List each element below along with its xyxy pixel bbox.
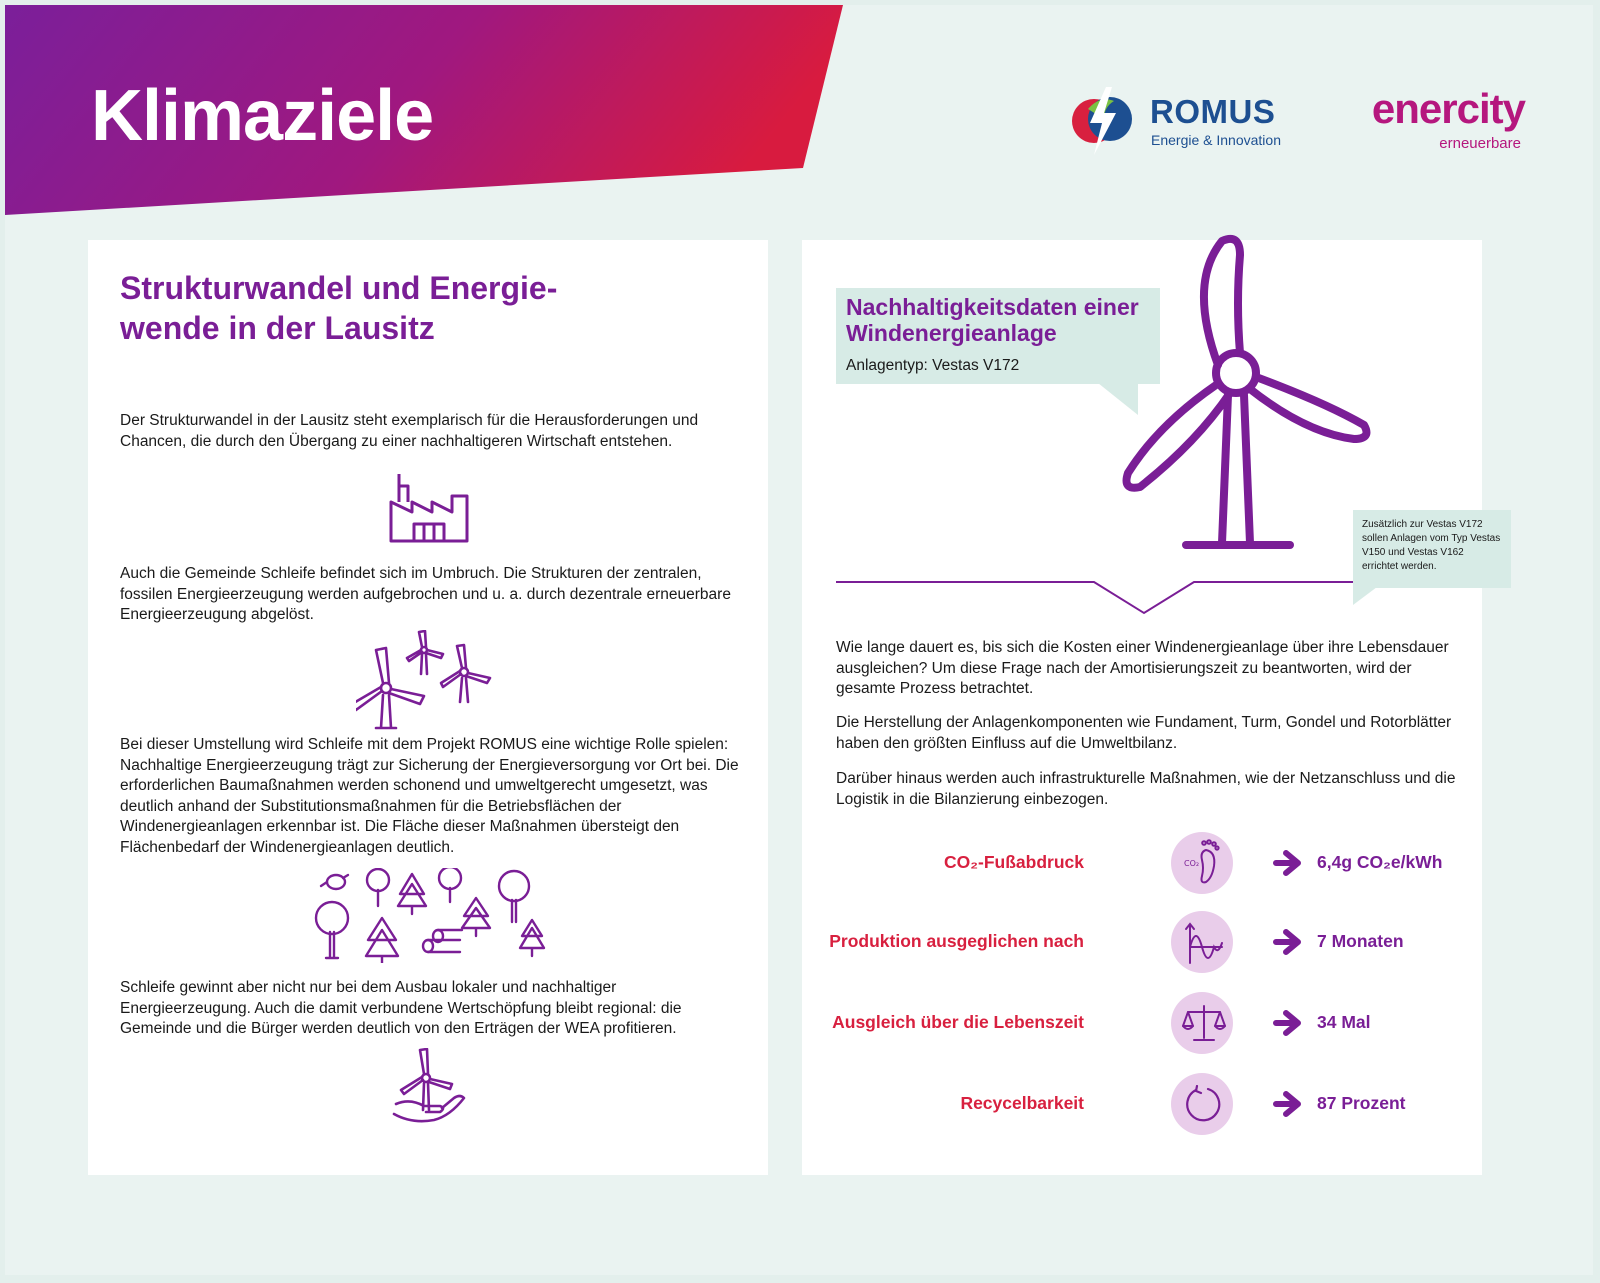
wave-chart-icon: [1184, 921, 1224, 965]
enercity-logo: [1345, 85, 1525, 155]
side-note-text: Zusätzlich zur Vestas V172 sollen Anlagen vom Typ Vestas V150 und Vestas V162 errichtet werden.: [1362, 519, 1501, 572]
trees-nature-icon: [310, 868, 555, 963]
right-panel: [802, 240, 1482, 1175]
side-note: [1353, 510, 1511, 588]
left-paragraph-1: Der Strukturwandel in der Lausitz steht exemplarisch für die Herausforderungen und Chancen, die durch den Übergang zu einer nachhaltigeren Wirtschaft entstehen.: [120, 412, 699, 450]
left-title: [120, 268, 680, 348]
metric-value: 34 Mal: [1317, 1012, 1371, 1032]
scale-icon: [1182, 1002, 1226, 1044]
footprint-co2-icon: [1182, 838, 1222, 888]
romus-name: ROMUS: [1150, 93, 1276, 130]
metric-value: 6,4g CO₂e/kWh: [1317, 852, 1443, 872]
right-paragraph-2: Die Herstellung der Anlagenkomponenten wie Fundament, Turm, Gondel und Rotorblätter haben den größten Einfluss auf die Umweltbilanz.: [836, 714, 1452, 752]
metric-production-balance: [802, 907, 1482, 977]
wind-turbine-illustration: [1102, 200, 1442, 560]
romus-bolt-icon: [1070, 83, 1138, 159]
page-title: Klimaziele: [91, 76, 434, 156]
metric-co2-footprint: [802, 828, 1482, 898]
romus-logo: [1070, 83, 1290, 163]
metric-label: CO₂-Fußabdruck: [944, 852, 1084, 872]
metric-recyclability: [802, 1069, 1482, 1139]
wind-turbines-icon: [356, 630, 496, 730]
left-paragraph-3: Bei dieser Umstellung wird Schleife mit dem Projekt ROMUS eine wichtige Rolle spielen: Nachhaltige Energieerzeugung trägt zur Sicherung der Energieversorgung vor Ort bei. Die erforderlichen Baumaßnahmen werden schonend und umweltgerecht umgesetzt, was deutlich anhand der Substitutionsmaßnahmen für die Betriebsflächen der Windenergieanlagen erkennbar ist. Die Fläche dieser Maßnahmen übersteigt den Flächenbedarf der Windenergieanlagen deutlich.: [120, 736, 739, 856]
metric-label: Recycelbarkeit: [960, 1093, 1084, 1113]
enercity-name: enercity: [1371, 85, 1525, 132]
metric-label: Produktion ausgeglichen nach: [829, 931, 1084, 951]
hand-turbine-icon: [390, 1048, 470, 1124]
enercity-subtitle: erneuerbare: [1439, 135, 1521, 152]
svg-text:CO₂: CO₂: [1184, 859, 1200, 868]
right-paragraph-1: Wie lange dauert es, bis sich die Kosten einer Windenergieanlage über ihre Lebensdauer ausgleichen? Um diese Frage nach der Amortisierungszeit zu beantworten, wird der gesamte Prozess betrachtet.: [836, 639, 1449, 697]
right-paragraph-3: Darüber hinaus werden auch infrastrukturelle Maßnahmen, wie der Netzanschluss und die Logistik in die Bilanzierung einbezogen.: [836, 770, 1456, 808]
side-note-tail: [1353, 587, 1379, 607]
metric-label: Ausgleich über die Lebenszeit: [832, 1012, 1084, 1032]
factory-icon: [388, 472, 470, 544]
recycle-icon: [1184, 1085, 1222, 1123]
left-title-line2: wende in der Lausitz: [120, 310, 435, 346]
metric-value: 7 Monaten: [1317, 931, 1404, 951]
metric-lifetime-balance: [802, 988, 1482, 1058]
metric-value: 87 Prozent: [1317, 1093, 1406, 1113]
left-paragraph-4: Schleife gewinnt aber nicht nur bei dem Ausbau lokaler und nachhaltiger Energieerzeugung. Auch die damit verbundene Wertschöpfung bleibt regional: die Gemeinde und die Bürger werden deutlich von den Erträgen der WEA profitieren.: [120, 979, 682, 1037]
callout-title: Nachhaltigkeitsdaten einer Windenergieanlage: [846, 294, 1139, 346]
divider-line: [836, 575, 1356, 615]
left-title-line1: Strukturwandel und Energie-: [120, 270, 558, 306]
poster: [5, 5, 1593, 1275]
left-panel: [88, 240, 768, 1175]
callout-subtitle: Anlagentyp: Vestas V172: [846, 357, 1020, 374]
left-paragraph-2: Auch die Gemeinde Schleife befindet sich im Umbruch. Die Strukturen der zentralen, fossilen Energieerzeugung werden aufgebrochen und u. a. durch dezentrale erneuerbare Energieerzeugung abgelöst.: [120, 565, 731, 623]
romus-subtitle: Energie & Innovation: [1151, 132, 1281, 148]
